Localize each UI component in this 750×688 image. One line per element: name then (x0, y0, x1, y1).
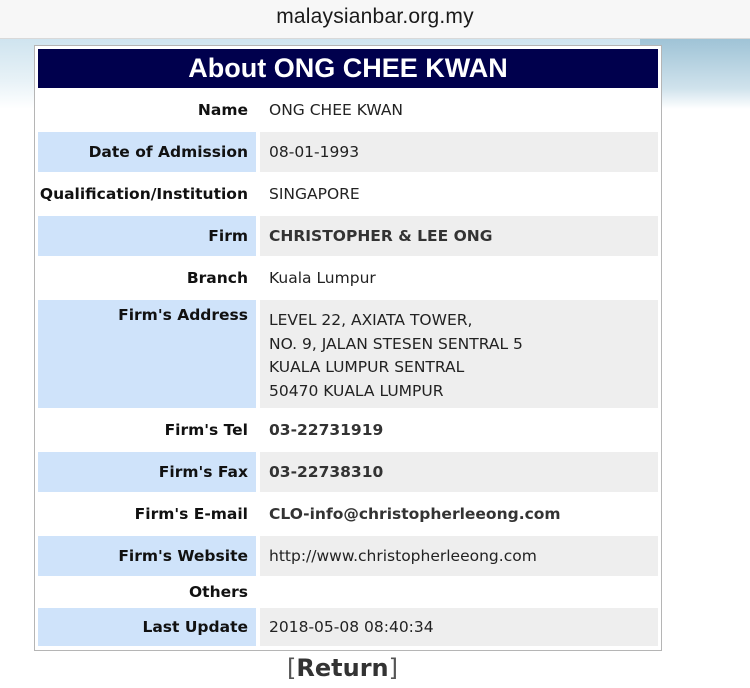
row-firm (38, 216, 658, 256)
address-line: 50470 KUALA LUMPUR (269, 381, 444, 400)
label-last-update: Last Update (38, 608, 256, 646)
label-email: Firm's E-mail (134, 505, 248, 523)
value-fax: 03-22738310 (260, 452, 658, 492)
address-line: NO. 9, JALAN STESEN SENTRAL 5 (269, 334, 523, 353)
row-branch (38, 258, 658, 298)
row-last-update (38, 608, 658, 646)
row-address (38, 300, 658, 408)
label-firm: Firm (38, 216, 256, 256)
url-text: malaysianbar.org.my (276, 5, 474, 28)
row-name (38, 90, 658, 130)
row-website (38, 536, 658, 576)
return-close-bracket: ] (388, 654, 398, 682)
address-line: KUALA LUMPUR SENTRAL (269, 358, 465, 376)
value-email-link[interactable]: CLO-info@christopherleeong.com (269, 505, 561, 523)
value-website-link[interactable]: http://www.christopherleeong.com (260, 536, 658, 576)
return-nav (287, 654, 417, 682)
value-admission: 08-01-1993 (260, 132, 658, 172)
row-qualification (38, 174, 658, 214)
label-name: Name (197, 101, 248, 119)
value-address (260, 300, 658, 408)
profile-title: About ONG CHEE KWAN (38, 49, 658, 88)
browser-url-bar[interactable] (0, 0, 750, 39)
label-website: Firm's Website (38, 536, 256, 576)
return-open-bracket: [ (287, 654, 297, 682)
row-fax (38, 452, 658, 492)
label-address: Firm's Address (38, 300, 256, 408)
label-admission: Date of Admission (38, 132, 256, 172)
value-qualification: SINGAPORE (269, 185, 360, 203)
label-others: Others (188, 583, 248, 601)
value-branch: Kuala Lumpur (269, 269, 376, 287)
label-branch: Branch (186, 269, 248, 287)
row-admission (38, 132, 658, 172)
label-fax: Firm's Fax (38, 452, 256, 492)
lawyer-profile-table (34, 45, 662, 651)
label-tel: Firm's Tel (164, 421, 248, 439)
value-last-update: 2018-05-08 08:40:34 (260, 608, 658, 646)
address-line: LEVEL 22, AXIATA TOWER, (269, 311, 473, 329)
label-qualification: Qualification/Institution (39, 185, 248, 203)
return-link[interactable]: Return (296, 654, 389, 682)
row-email (38, 494, 658, 534)
value-others (260, 578, 658, 606)
row-tel (38, 410, 658, 450)
value-name: ONG CHEE KWAN (269, 101, 404, 119)
value-firm: CHRISTOPHER & LEE ONG (260, 216, 658, 256)
value-tel[interactable]: 03-22731919 (269, 421, 384, 439)
row-others (38, 578, 658, 606)
